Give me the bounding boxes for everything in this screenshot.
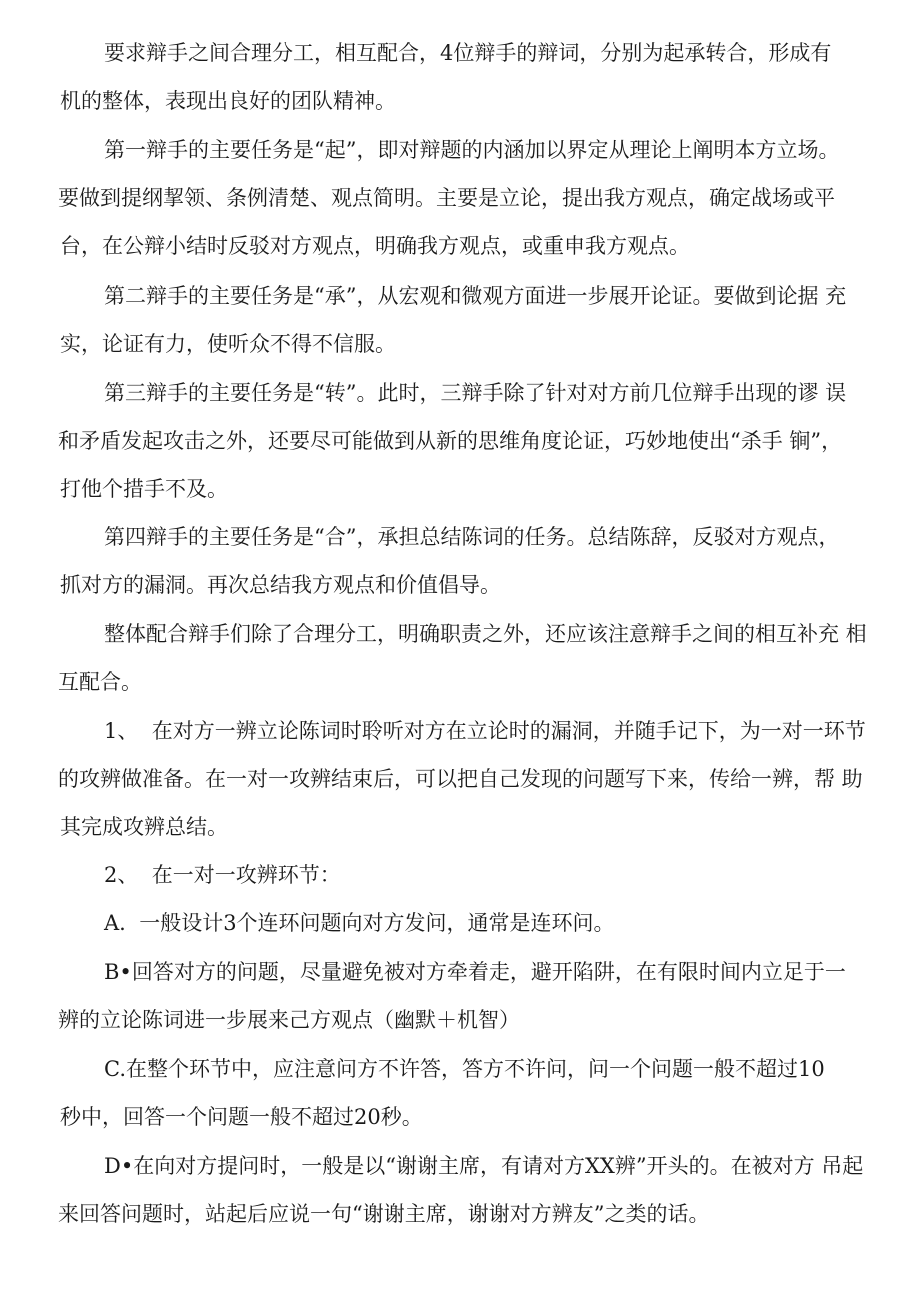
p7-line3: 其完成攻辨总结。 [60, 815, 228, 839]
p6-line1: 整体配合辩手们除了合理分工，明确职责之外，还应该注意辩手之间的相互补充 相 [104, 622, 867, 646]
p5-line2: 抓对方的漏洞。再次总结我方观点和价值倡导。 [60, 573, 501, 597]
p7-line2: 的攻辨做准备。在一对一攻辨结束后，可以把自己发现的问题写下来，传给一辨，帮 助 [58, 767, 863, 791]
p1-line2: 机的整体，表现出良好的团队精神。 [60, 89, 396, 113]
p4-line1: 第三辩手的主要任务是“转”。此时，三辩手除了针对对方前几位辩手出现的谬 误 [104, 381, 847, 405]
p2-line1: 第一辩手的主要任务是“起”，即对辩题的内涵加以界定从理论上阐明本方立场。 [104, 138, 840, 162]
p3-line2: 实，论证有力，使听众不得不信服。 [60, 332, 396, 356]
p3-line1: 第二辩手的主要任务是“承”，从宏观和微观方面进一步展开论证。要做到论据 充 [104, 284, 847, 308]
p6-line2: 互配合。 [58, 670, 142, 694]
p2-line2: 要做到提纲挈领、条例清楚、观点简明。主要是立论，提出我方观点，确定战场或平 [58, 186, 835, 210]
p4-line3: 打他个措手不及。 [60, 477, 228, 501]
p10-line2: 辨的立论陈词进一步展来己方观点（幽默＋机智） [58, 1008, 520, 1032]
p12-line1: D•在向对方提问时，一般是以“谢谢主席，有请对方XX辨”开头的。在被对方 吊起 [104, 1154, 864, 1178]
p5-line1: 第四辩手的主要任务是“合”，承担总结陈词的任务。总结陈辞，反驳对方观点， [104, 525, 840, 549]
p12-line2: 来回答问题时，站起后应说一句“谢谢主席，谢谢对方辨友”之类的话。 [58, 1202, 710, 1226]
p10-line1: B•回答对方的问题，尽量避免被对方牵着走，避开陷阱，在有限时间内立足于一 [104, 960, 846, 984]
p2-line3: 台，在公辩小结时反驳对方观点，明确我方观点，或重申我方观点。 [60, 234, 690, 258]
p7-line1: 1、 在对方一辨立论陈词时聆听对方在立论时的漏洞，并随手记下，为一对一环节 [104, 719, 866, 743]
p8-line1: 2、 在一对一攻辨环节： [104, 863, 341, 887]
p11-line2: 秒中，回答一个问题一般不超过20秒。 [60, 1105, 423, 1129]
p1-line1: 要求辩手之间合理分工，相互配合，4位辩手的辩词，分别为起承转合，形成有 [104, 41, 832, 65]
p9-line1: A. 一般设计3个连环问题向对方发问，通常是连环问。 [104, 911, 615, 935]
p4-line2: 和矛盾发起攻击之外，还要尽可能做到从新的思维角度论证，巧妙地使出“杀手 锏”， [58, 429, 843, 453]
p11-line1: C.在整个环节中，应注意问方不许答，答方不许问，问一个问题一般不超过10 [104, 1057, 825, 1081]
